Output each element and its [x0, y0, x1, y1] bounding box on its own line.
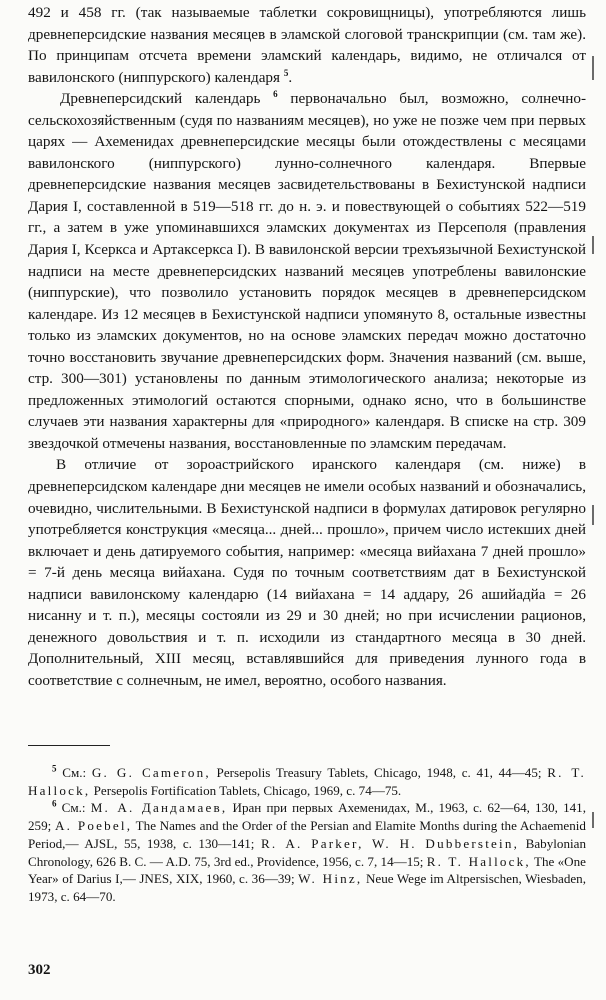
footnote-divider [28, 745, 110, 746]
footnote-citation: The Names and the Order of the Persian and Elamite Months during the Achaemenid Period,— AJSL, 55, 1938, с. 130—141; [28, 818, 586, 851]
footnote-5 [28, 764, 586, 799]
footnote-ref-5: 5 [283, 67, 289, 78]
footnote-author: A. Poebel, [54, 818, 133, 834]
footnote-citation: Persepolis Fortification Tablets, Chicago, 1969, с. 74—75. [93, 782, 402, 798]
footnote-lead: См.: [61, 800, 86, 816]
footnotes [28, 764, 586, 906]
footnote-author: G. G. Cameron, [91, 765, 211, 780]
footnote-author: R. A. Parker, W. H. Dubberstein, [260, 835, 520, 851]
footnote-citation: Иран при первых Ахеменидах, М., 1963, с. 62—64, 130, 141, 259; [28, 800, 586, 834]
footnote-ref-6: 6 [273, 89, 278, 100]
main-text [28, 2, 586, 692]
paragraph-old-persian-calendar [28, 88, 586, 454]
margin-scan-mark [592, 812, 594, 828]
paragraph1-lead: Древнеперсидский календарь [60, 90, 261, 108]
paragraph1-text: первоначально был, возможно, солнечно-сельскохозяйственным (судя по названиям месяцев), но уже не позже чем при первых царях — Ахеменидах древнеперсидские месяцы были отождествлены с месяцами вавилонского (ниппурского) лунно-солнечного календаря. Впервые древнеперсидские названия месяцев засвидетельствованы в Бехистунской надписи Дария I, составленной в 519—518 гг. до н. э. и повествующей о событиях 522—519 гг., а затем в уже упоминавшихся эламских документах из Персеполя (правления Дария I, Ксеркса и Артаксеркса I). В вавилонской версии трехъязычной Бехистунской надписи на месте древнеперсидских названий месяцев употреблены вавилонские (ниппурские), что позволило установить порядок месяцев в древнеперсидском календаре. Из 12 месяцев в Бехистунской надписи упомянуто 8, остальные известны только из эламских документов, но на основе эламских передач можно достаточно точно восстановить звучание древнеперсидских форм. Значения названий (см. выше, стр. 300—301) установлены по данным этимологического анализа; некоторые из предложенных этимологий остаются спорными, однако ясно, что в большинстве случаев эти названия характерны для «природного» календаря. В списке на стр. 309 звездочкой отмечены названия, восстановленные по эламским передачам. [28, 90, 587, 452]
footnote-marker: 5 [52, 763, 57, 774]
footnote-lead: См.: [62, 765, 87, 780]
footnote-citation: Persepolis Treasury Tablets, Chicago, 1948, с. 41, 44—45; [216, 765, 542, 780]
footnote-author: R. T. Hallock, [28, 765, 587, 798]
footnote-citation: Neue Wege im Altpersischen, Wiesbaden, 1973, с. 64—70. [28, 871, 586, 904]
continuation-text: 492 и 458 гг. (так называемые таблетки сокровищницы), употребляются лишь древнеперсидские названия месяцев в эламской слоговой транскрипции (см. там же). По принципам отсчета времени эламский календарь, видимо, не отличался от вавилонского (ниппурского) календаря [28, 4, 586, 86]
footnote-citation: The «One Year» of Darius I,— JNES, XIX, 1960, с. 36—39; [28, 853, 586, 887]
footnote-author: W. Hinz, [298, 871, 363, 887]
continuation-paragraph: 492 и 458 гг. (так называемые таблетки сокровищницы), употребляются лишь древнеперсидские названия месяцев в эламской слоговой транскрипции (см. там же). По принципам отсчета времени эламский календарь, видимо, не отличался от вавилонского (ниппурского) календаря $^5$. [28, 4, 586, 86]
footnote-marker: 6 [52, 799, 57, 810]
footnote-author: R. T. Hallock, [426, 853, 531, 869]
footnote-citation: Babylonian Chronology, 626 B. C. — A.D. 75, 3rd ed., Providence, 1956, с. 7, 14—15; [28, 835, 587, 869]
margin-scan-mark [592, 56, 594, 80]
page-number: 302 [28, 962, 51, 978]
paragraph-day-naming: В отличие от зороастрийского иранского календаря (см. ниже) в древнеперсидском календаре дни месяцев не имели особых названий и обозначались, очевидно, числительными. В Бехистунской надписи в формулах датировок регулярно употребляется конструкция «месяца... дней... прошло», причем число истекших дней включает и день датируемого события, например: «месяца вийахана 7 дней прошло» = 7-й день месяца вийахана. Судя по точным соответствиям дат в Бехистунской надписи вавилонскому календарю (14 вийахана = 14 аддару, 26 ашийадйа = 26 нисанну и т. п.), месяцы состояли из 29 и 30 дней; но при исчислении рационов, денежного довольствия и т. п. исходили из стандартного месяца в 30 дней. Дополнительный, XIII месяц, вставлявшийся для приведения лунного года в соответствие с солнечным, не имел, вероятно, особого названия. [28, 456, 586, 689]
footnote-author: М. А. Дандамаев, [90, 800, 228, 816]
footnote-6 [28, 799, 586, 905]
margin-scan-mark [592, 505, 594, 525]
margin-scan-mark [592, 236, 594, 254]
